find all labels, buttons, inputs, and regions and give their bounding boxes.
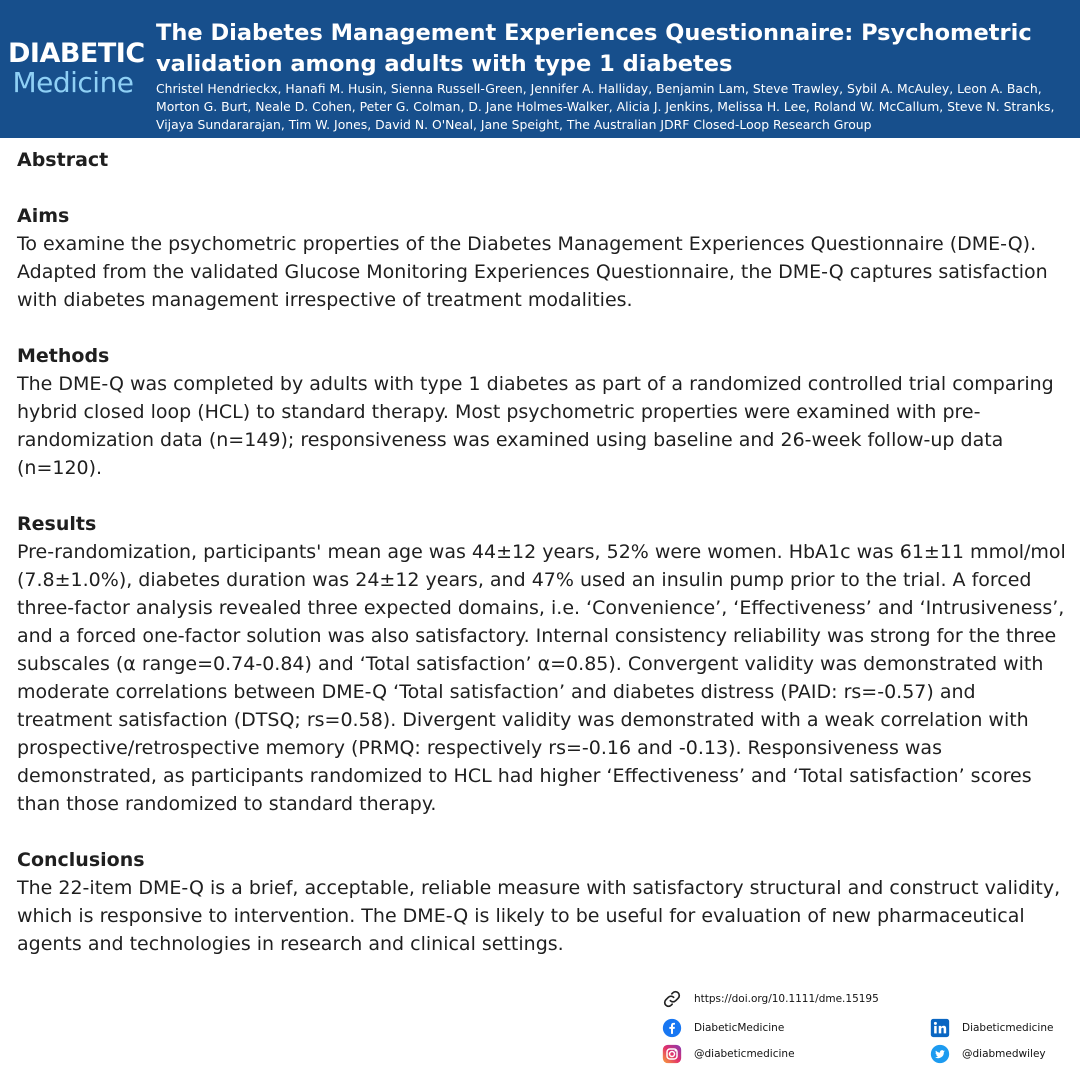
logo-bottom-text: Medicine [12, 66, 134, 99]
abstract-body [17, 146, 1067, 958]
results-heading: Results [17, 513, 97, 535]
linkedin-link[interactable] [930, 1018, 1053, 1038]
logo-top-text: DIABETIC [8, 38, 145, 69]
facebook-link[interactable] [662, 1018, 784, 1038]
abstract-heading: Abstract [17, 149, 109, 171]
twitter-link[interactable] [930, 1044, 1046, 1064]
conclusions-heading: Conclusions [17, 849, 145, 871]
doi-text[interactable]: https://doi.org/10.1111/dme.15195 [694, 993, 879, 1005]
facebook-icon [662, 1018, 682, 1038]
conclusions-text: The 22-item DME-Q is a brief, acceptable, reliable measure with satisfactory structural and construct validity, which is responsive to intervention. The DME-Q is likely to be useful for evaluation of new pharmaceutical agents and technologies in research and clinical settings. [17, 877, 1061, 955]
results-text: Pre-randomization, participants' mean age was 44±12 years, 52% were women. HbA1c was 61±11 mmol/mol (7.8±1.0%), diabetes duration was 24±12 years, and 47% used an insulin pump prior to the trial. A forced three-factor analysis revealed three expected domains, i.e. ‘Convenience’, ‘Effectiveness’ and ‘Intrusiveness’, and a forced one-factor solution was also satisfactory. Internal consistency reliability was strong for the three subscales (α range=0.74-0.84) and ‘Total satisfaction’ α=0.85). Convergent validity was demonstrated with moderate correlations between DME-Q ‘Total satisfaction’ and diabetes distress (PAID: rs=-0.57) and treatment satisfaction (DTSQ; rs=0.58). Divergent validity was demonstrated with a weak correlation with prospective/retrospective memory (PRMQ: respectively rs=-0.16 and -0.13). Responsiveness was demonstrated, as participants randomized to HCL had higher ‘Effectiveness’ and ‘Total satisfaction’ scores than those randomized to standard therapy. [17, 541, 1066, 815]
twitter-handle[interactable]: @diabmedwiley [962, 1048, 1046, 1060]
facebook-handle[interactable]: DiabeticMedicine [694, 1022, 785, 1034]
linkedin-handle[interactable]: Diabeticmedicine [962, 1022, 1054, 1034]
aims-heading: Aims [17, 205, 70, 227]
twitter-icon [930, 1044, 950, 1064]
journal-logo [8, 38, 145, 99]
instagram-icon [662, 1044, 682, 1064]
methods-text: The DME-Q was completed by adults with type 1 diabetes as part of a randomized controlled trial comparing hybrid closed loop (HCL) to standard therapy. Most psychometric properties were examined with pre-randomization data (n=149); responsiveness was examined using baseline and 26-week follow-up data (n=120). [17, 373, 1054, 479]
methods-heading: Methods [17, 345, 110, 367]
author-list: Christel Hendrieckx, Hanafi M. Husin, Sienna Russell-Green, Jennifer A. Halliday, Benjamin Lam, Steve Trawley, Sybil A. McAuley, Leon A. Bach, Morton G. Burt, Neale D. Cohen, Peter G. Colman, D. Jane Holmes-Walker, Alicia J. Jenkins, Melissa H. Lee, Roland W. McCallum, Steve N. Stranks, Vijaya Sundararajan, Tim W. Jones, David N. O'Neal, Jane Speight, The Australian JDRF Closed-Loop Research Group [156, 81, 1055, 132]
header-banner [0, 0, 1080, 138]
instagram-link[interactable] [662, 1044, 795, 1064]
article-title: The Diabetes Management Experiences Questionnaire: Psychometric validation among adults with type 1 diabetes [156, 20, 1032, 77]
linkedin-icon [930, 1018, 950, 1038]
aims-text: To examine the psychometric properties of the Diabetes Management Experiences Questionnaire (DME-Q). Adapted from the validated Glucose Monitoring Experiences Questionnaire, the DME-Q captures satisfaction with diabetes management irrespective of treatment modalities. [17, 233, 1048, 311]
link-icon [662, 989, 682, 1009]
instagram-handle[interactable]: @diabeticmedicine [694, 1048, 795, 1060]
doi-link[interactable] [662, 989, 879, 1009]
